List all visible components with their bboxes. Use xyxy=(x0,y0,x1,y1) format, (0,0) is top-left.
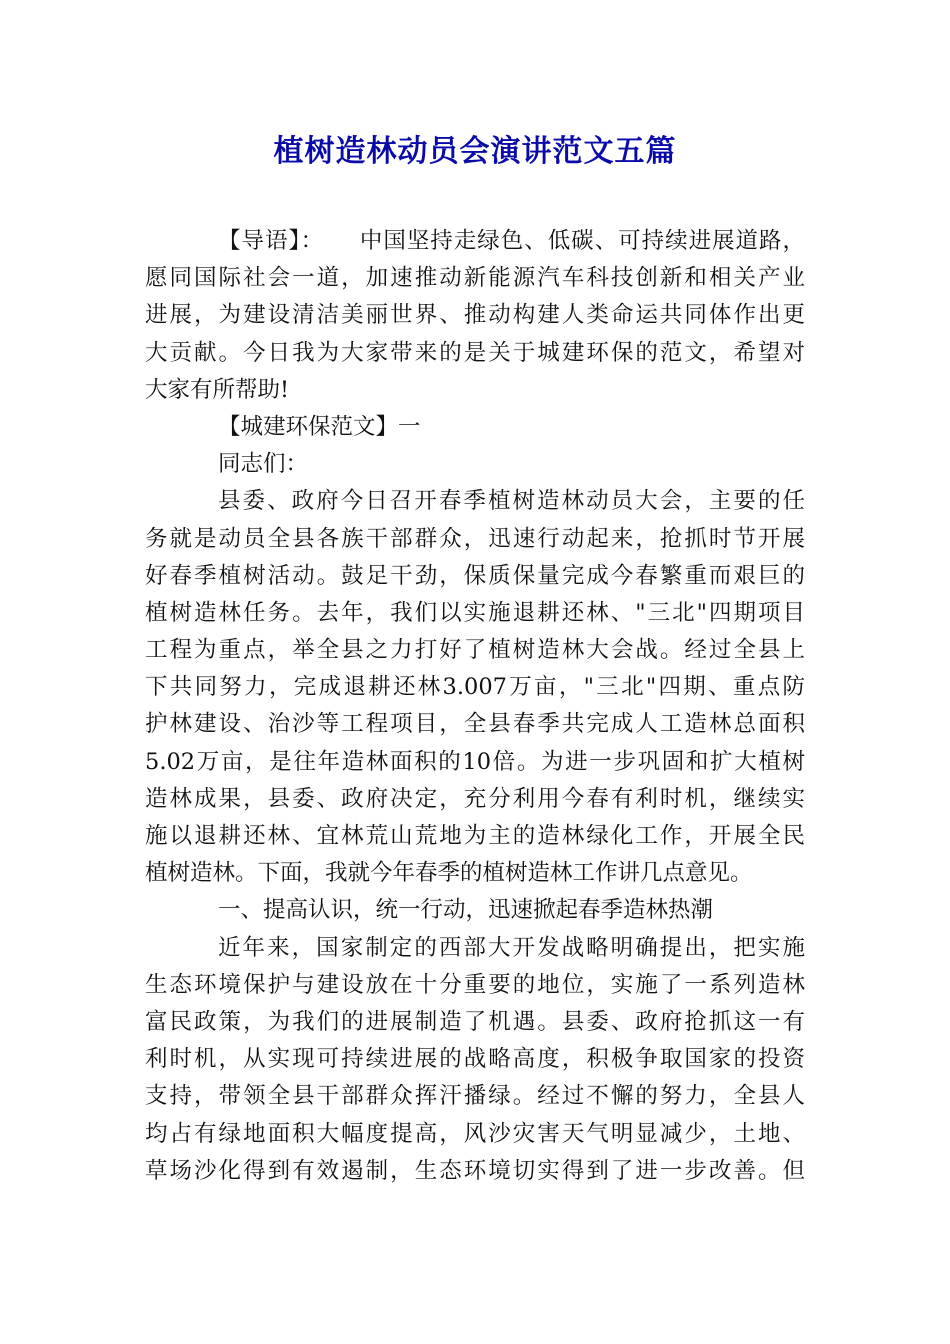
text-line: 工程为重点，举全县之力打好了植树造林大会战。经过全县上 xyxy=(145,637,805,664)
text-line: 同志们： xyxy=(218,451,309,478)
text-line: 愿同国际社会一道，加速推动新能源汽车科技创新和相关产业 xyxy=(145,265,805,292)
text-line: 5.02万亩，是往年造林面积的10倍。为进一步巩固和扩大植树 xyxy=(145,748,805,775)
text-line: 好春季植树活动。鼓足干劲，保质保量完成今春繁重而艰巨的 xyxy=(145,562,805,589)
text-line: 近年来，国家制定的西部大开发战略明确提出，把实施 xyxy=(218,934,805,961)
text-line: 造林成果，县委、政府决定，充分利用今春有利时机，继续实 xyxy=(145,785,805,812)
text-line: 利时机，从实现可持续进展的战略高度，积极争取国家的投资 xyxy=(145,1046,805,1073)
text-line: 务就是动员全县各族干部群众，迅速行动起来，抢抓时节开展 xyxy=(145,525,805,552)
text-line: 【导语】： 中国坚持走绿色、低碳、可持续进展道路， xyxy=(218,228,805,254)
text-line: 植树造林任务。去年，我们以实施退耕还林、"三北"四期项目 xyxy=(145,599,805,626)
text-line: 【城建环保范文】一 xyxy=(218,413,421,440)
text-line: 进展，为建设清洁美丽世界、推动构建人类命运共同体作出更 xyxy=(145,302,805,329)
text-line: 大贡献。今日我为大家带来的是关于城建环保的范文，希望对 xyxy=(145,339,805,366)
text-line: 富民政策，为我们的进展制造了机遇。县委、政府抢抓这一有 xyxy=(145,1008,805,1035)
document-body xyxy=(145,223,805,1190)
text-line: 施以退耕还林、宜林荒山荒地为主的造林绿化工作，开展全民 xyxy=(145,823,805,849)
text-line: 一、提高认识，统一行动，迅速掀起春季造林热潮 xyxy=(218,897,714,924)
document-title: 植树造林动员会演讲范文五篇 xyxy=(273,134,677,169)
text-line: 支持，带领全县干部群众挥汗播绿。经过不懈的努力，全县人 xyxy=(145,1083,805,1110)
text-line: 下共同努力，完成退耕还林3.007万亩，"三北"四期、重点防 xyxy=(145,674,805,701)
text-line: 植树造林。下面，我就今年春季的植树造林工作讲几点意见。 xyxy=(145,860,753,887)
text-line: 生态环境保护与建设放在十分重要的地位，实施了一系列造林 xyxy=(145,971,805,998)
text-line: 护林建设、治沙等工程项目，全县春季共完成人工造林总面积 xyxy=(145,711,805,738)
text-line: 大家有所帮助! xyxy=(145,376,290,403)
text-line: 均占有绿地面积大幅度提高，风沙灾害天气明显减少，土地、 xyxy=(145,1120,805,1147)
text-line: 县委、政府今日召开春季植树造林动员大会，主要的任 xyxy=(218,488,805,515)
text-line: 草场沙化得到有效遏制，生态环境切实得到了进一步改善。但 xyxy=(145,1157,805,1184)
